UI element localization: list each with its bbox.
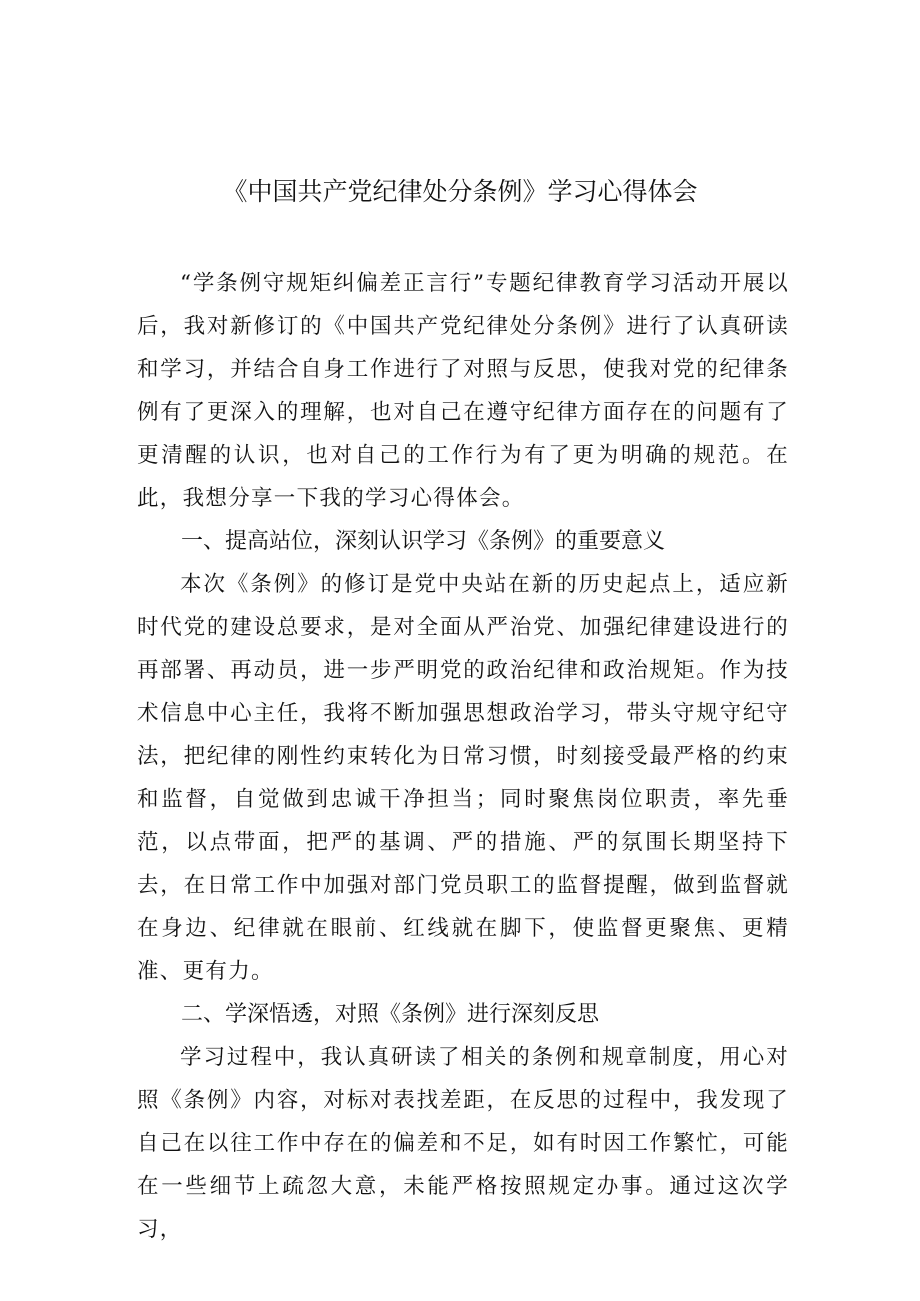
paragraph-section-1: 本次《条例》的修订是党中央站在新的历史起点上，适应新时代党的建设总要求，是对全面从严治党、加强纪律建设进行的再部署、再动员，进一步严明党的政治纪律和政治规矩。作为技术信息中心主任，我将不断加强思想政治学习，带头守规守纪守法，把纪律的刚性约束转化为日常习惯，时刻接受最严格的约束和监督，自觉做到忠诚干净担当；同时聚焦岗位职责，率先垂范，以点带面，把严的基调、严的措施、严的氛围长期坚持下去，在日常工作中加强对部门党员职工的监督提醒，做到监督就在身边、纪律就在眼前、红线就在脚下，使监督更聚焦、更精准、更有力。 (137, 572, 789, 984)
document-title: 《中国共产党纪律处分条例》学习心得体会 (222, 177, 698, 206)
section-heading-2: 二、学深悟透，对照《条例》进行深刻反思 (181, 1002, 600, 1027)
paragraph-intro: “学条例守规矩纠偏差正言行”专题纪律教育学习活动开展以后，我对新修订的《中国共产党纪律处分条例》进行了认真研读和学习，并结合自身工作进行了对照与反思，使我对党的纪律条例有了更深入的理解，也对自己在遵守纪律方面存在的问题有了更清醒的认识，也对自己的工作行为有了更为明确的规范。在此，我想分享一下我的学习心得体会。 (137, 271, 789, 511)
document-body (137, 262, 789, 1251)
section-heading-1: 一、提高站位，深刻认识学习《条例》的重要意义 (181, 529, 666, 554)
paragraph-section-2: 学习过程中，我认真研读了相关的条例和规章制度，用心对照《条例》内容，对标对表找差距，在反思的过程中，我发现了自己在以往工作中存在的偏差和不足，如有时因工作繁忙，可能在一些细节上疏忽大意，未能严格按照规定办事。通过这次学习， (137, 1045, 789, 1242)
